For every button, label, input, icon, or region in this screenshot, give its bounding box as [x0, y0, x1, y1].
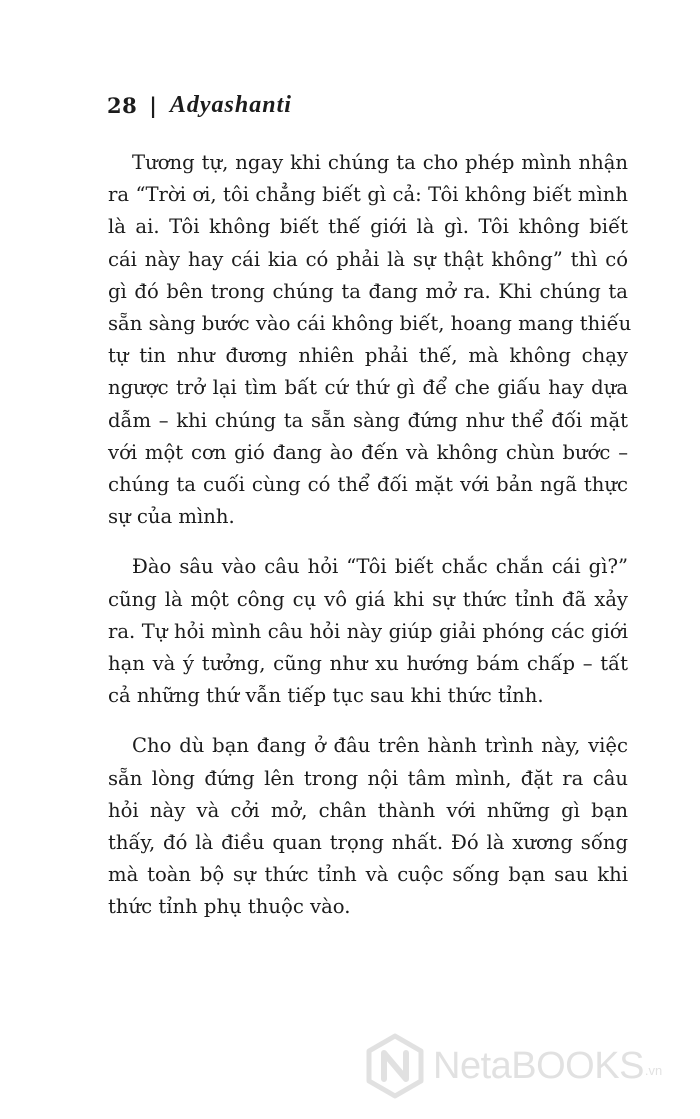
text-line: ngược trở lại tìm bất cứ thứ gì để che giấu hay dựa [108, 376, 628, 400]
text-line: sự của mình. [108, 505, 235, 529]
header-separator: | [149, 92, 157, 118]
text-line: là ai. Tôi không biết thế giới là gì. Tôi không biết [108, 215, 628, 239]
running-header [107, 88, 292, 122]
paragraph [108, 730, 628, 923]
text-line: gì đó bên trong chúng ta đang mở ra. Khi chúng ta [108, 279, 628, 303]
text-line: thức tỉnh phụ thuộc vào. [108, 895, 351, 919]
text-line: với một cơn gió đang ào đến và không chùn bước – [108, 440, 628, 464]
text-line: mà toàn bộ sự thức tỉnh và cuộc sống bạn sau khi [108, 863, 628, 887]
text-line: ra. Tự hỏi mình câu hỏi này giúp giải phóng các giới [108, 619, 628, 643]
text-line: Đào sâu vào câu hỏi “Tôi biết chắc chắn cái gì?” [132, 555, 628, 579]
text-line: tự tin như đương nhiên phải thế, mà không chạy [108, 344, 628, 368]
page-number: 28 [107, 92, 138, 118]
text-line: hạn và ý tưởng, cũng như xu hướng bám chấp – tất [108, 652, 628, 676]
text-line: Cho dù bạn đang ở đâu trên hành trình này, việc [132, 734, 628, 758]
paragraph [108, 551, 628, 712]
text-line: cái này hay cái kia có phải là sự thật không” thì có [108, 247, 628, 271]
author-name: Adyashanti [169, 91, 292, 118]
text-line: dẫm – khi chúng ta sẵn sàng đứng như thể đối mặt [108, 408, 628, 432]
text-line: ra “Trời ơi, tôi chẳng biết gì cả: Tôi không biết mình [108, 183, 628, 207]
watermark-text: NetaBOOKS [433, 1044, 644, 1087]
text-line: chúng ta cuối cùng có thể đối mặt với bản ngã thực [108, 473, 628, 497]
text-line: sẵn lòng đứng lên trong nội tâm mình, đặt ra câu [108, 766, 628, 790]
text-line: cả những thứ vẫn tiếp tục sau khi thức tỉnh. [108, 684, 544, 708]
text-line: cũng là một công cụ vô giá khi sự thức tỉnh đã xảy [108, 587, 628, 611]
text-line: thấy, đó là điều quan trọng nhất. Đó là xương sống [108, 831, 628, 855]
netabooks-watermark [365, 1026, 662, 1106]
text-line: Tương tự, ngay khi chúng ta cho phép mình nhận [132, 151, 628, 174]
text-line: hỏi này và cởi mở, chân thành với những gì bạn [108, 798, 628, 822]
body-text [108, 147, 632, 942]
paragraph [108, 147, 632, 533]
text-line: sẵn sàng bước vào cái không biết, hoang mang thiếu [108, 312, 632, 336]
watermark-suffix: .vn [644, 1063, 663, 1078]
netabooks-logo-icon [365, 1033, 425, 1099]
